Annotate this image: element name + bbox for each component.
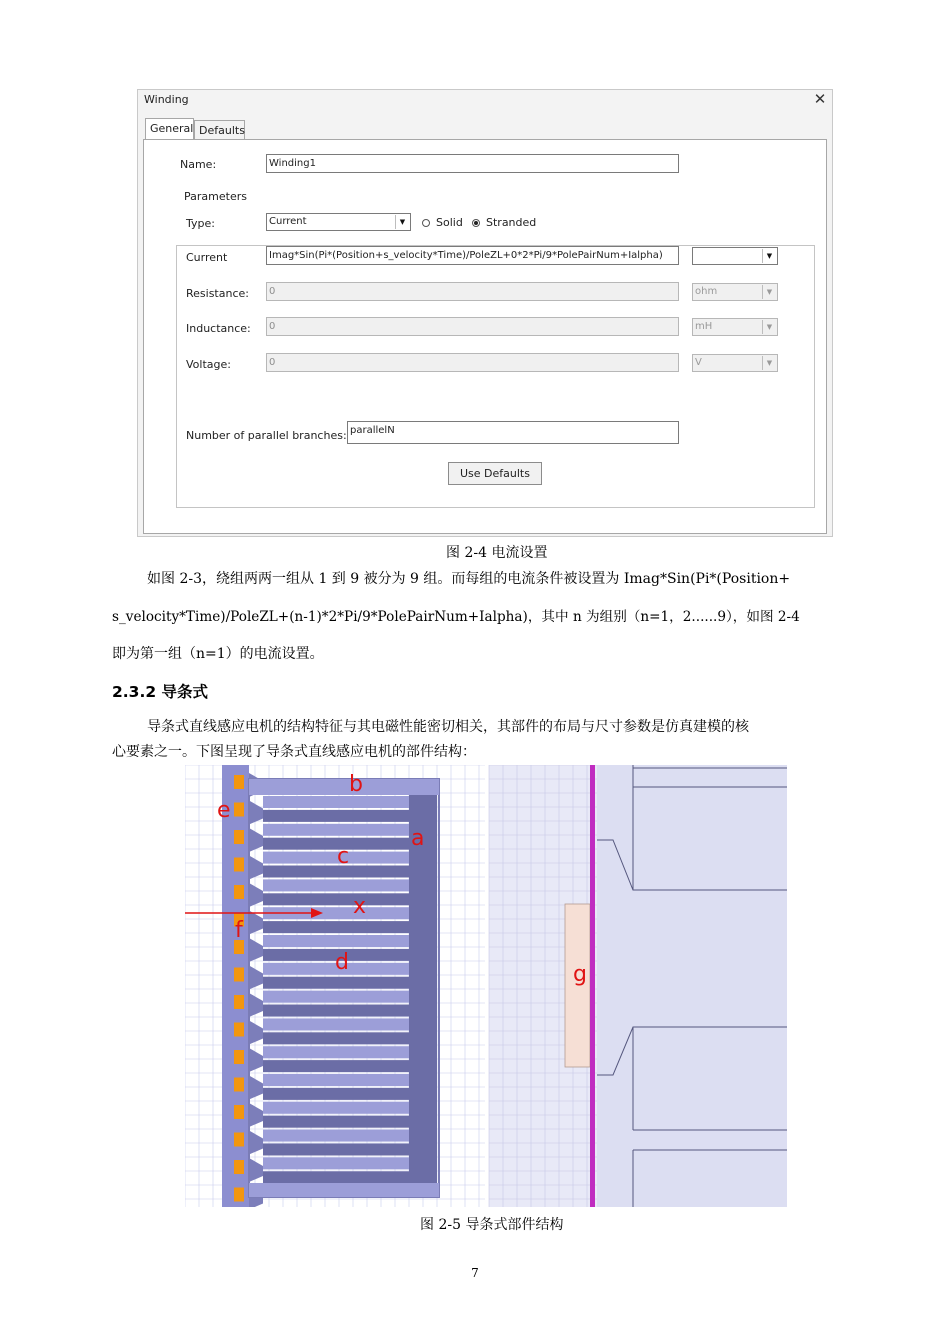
chevron-down-icon: ▼ [395,215,409,229]
type-select-value: Current [269,216,307,227]
solid-label: Solid [436,216,463,229]
resistance-unit-select [692,283,778,301]
conductor-bar [263,879,409,891]
tooth [234,995,244,1009]
chevron-down-icon: ▼ [762,249,776,263]
use-defaults-button[interactable]: Use Defaults [448,462,542,485]
stranded-label: Stranded [486,216,537,229]
conductor-bar [263,921,409,933]
close-icon[interactable]: ✕ [813,90,827,108]
branches-input[interactable]: parallelN [347,421,679,444]
tooth [234,1050,244,1064]
conductor-bar [263,977,409,989]
inductance-unit-value: mH [695,321,713,332]
label-a: a [411,826,425,851]
type-label: Type: [186,217,215,230]
voltage-label: Voltage: [186,358,231,371]
general-panel [143,139,827,534]
tooth [234,858,244,872]
label-g: g [573,962,587,987]
bottom-region [249,1183,439,1197]
conductor-bar [263,1116,409,1128]
stranded-radio[interactable] [472,219,480,227]
conductor-bar [263,1032,409,1044]
paragraph-1-line-2: s_velocity*Time)/PoleZL+(n-1)*2*Pi/9*PolePairNum+Ialpha)，其中 n 为组别（n=1，2......9），如图 2-4 [112,609,800,625]
resistance-input: 0 [266,282,679,301]
tooth [234,885,244,899]
parameters-label: Parameters [184,190,247,203]
label-f: f [235,918,243,943]
type-select[interactable] [266,213,411,231]
conductor-bar [263,1018,409,1030]
conductor-bar [263,1102,409,1114]
label-b: b [349,772,363,797]
label-x: x [353,894,367,919]
label-d: d [335,950,349,975]
name-input[interactable]: Winding1 [266,154,679,173]
voltage-unit-select [692,354,778,372]
conductor-bar [263,1005,409,1017]
structure-drawing [185,765,787,1207]
label-e: e [217,798,231,823]
voltage-input: 0 [266,353,679,372]
conductor-bar [263,1046,409,1058]
page-number: 7 [471,1266,479,1280]
conductor-bar [263,893,409,905]
secondary-region [597,765,787,1207]
conductor-bar [263,935,409,947]
conductor-bar [263,852,409,864]
conductor-bar [263,991,409,1003]
section-heading: 2.3.2 导条式 [112,683,209,701]
chevron-down-icon: ▼ [762,356,776,370]
tab-defaults[interactable]: Defaults [194,120,245,139]
conductor-bar [263,1074,409,1086]
conductor-bar [263,810,409,822]
tooth [234,1105,244,1119]
inductance-label: Inductance: [186,322,251,335]
tooth [234,803,244,817]
solid-radio[interactable] [422,219,430,227]
winding-dialog [137,89,833,537]
voltage-unit-value: V [695,357,702,368]
tooth [234,1023,244,1037]
label-c: c [337,844,350,869]
motor-structure-figure [185,765,787,1207]
tooth [234,1133,244,1147]
conductor-bar [263,1088,409,1100]
paragraph-1-line-3: 即为第一组（n=1）的电流设置。 [112,646,324,662]
conductor-bar [263,1157,409,1169]
figure-caption-2-4: 图 2-4 电流设置 [446,545,548,561]
tab-general[interactable]: General [145,118,194,139]
tooth [234,1078,244,1092]
conductor-bar [263,824,409,836]
paragraph-2-line-2: 心要素之一。下图呈现了导条式直线感应电机的部件结构： [112,744,476,760]
conductor-bar [263,1130,409,1142]
b-region [249,779,439,795]
tooth [234,775,244,789]
resistance-label: Resistance: [186,287,249,300]
conductor-bar [263,866,409,878]
conductor-bar [263,796,409,808]
current-input[interactable]: Imag*Sin(Pi*(Position+s_velocity*Time)/PoleZL+0*2*Pi/9*PolePairNum+Ialpha) [266,246,679,265]
dialog-title: Winding [144,93,189,106]
conductor-bar [263,838,409,850]
current-unit-select[interactable] [692,247,778,265]
paragraph-2-line-1: 导条式直线感应电机的结构特征与其电磁性能密切相关，其部件的布局与尺寸参数是仿真建模的核 [147,719,749,735]
chevron-down-icon: ▼ [762,285,776,299]
conductor-bar [263,1144,409,1156]
tooth [234,1160,244,1174]
name-label: Name: [180,158,217,171]
paragraph-1-line-1: 如图 2-3，绕组两两一组从 1 到 9 被分为 9 组。而每组的电流条件被设置为 Imag*Sin(Pi*(Position+ [147,571,791,587]
resistance-unit-value: ohm [695,286,718,297]
tooth [234,1188,244,1202]
a-region [409,795,437,1183]
tooth [234,968,244,982]
chevron-down-icon: ▼ [762,320,776,334]
conductor-bar [263,1171,409,1183]
magenta-boundary [590,765,595,1207]
branches-label: Number of parallel branches: [186,429,347,442]
inductance-input: 0 [266,317,679,336]
tooth [234,830,244,844]
inductance-unit-select [692,318,778,336]
conductor-bar [263,1060,409,1072]
figure-caption-2-5: 图 2-5 导条式部件结构 [420,1217,564,1233]
current-label: Current [186,251,228,264]
